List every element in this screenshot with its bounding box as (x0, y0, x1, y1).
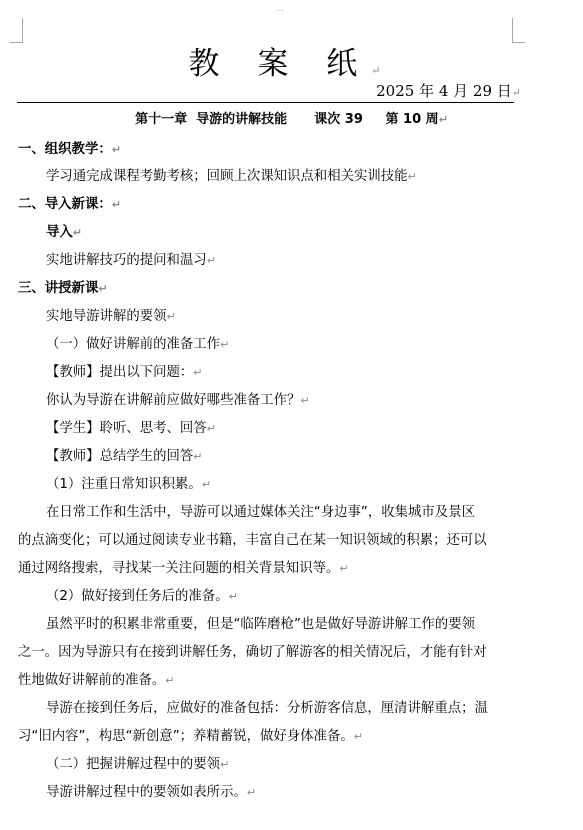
date-text: 2025 年 4 月 29 日 (376, 82, 512, 100)
paragraph-mark: ↵ (166, 310, 176, 323)
paragraph-mark: ↵ (72, 226, 82, 239)
paragraph-mark: ↵ (111, 198, 121, 211)
paragraph-mark: ↵ (438, 113, 448, 126)
body-line (46, 165, 546, 184)
body-line (18, 641, 518, 660)
body-line (18, 557, 518, 576)
chapter-text: 第十一章 导游的讲解技能 课次 39 第 10 周 (135, 112, 439, 127)
paragraph-mark: ↵ (165, 674, 175, 687)
paragraph-mark: ↵ (220, 338, 230, 351)
line-text: （一）做好讲解前的准备工作 (46, 337, 221, 352)
body-line (46, 585, 546, 604)
paragraph-mark: ↵ (206, 422, 216, 435)
line-text: 导游在接到任务后，应做好的准备包括：分析游客信息，厘清讲解重点；温 (46, 701, 488, 716)
body-line (18, 725, 518, 744)
line-text: 之一。因为导游只有在接到讲解任务，确切了解游客的相关情况后，才能有针对 (18, 645, 487, 660)
body-line (18, 529, 518, 548)
paragraph-mark: ↵ (300, 394, 310, 407)
body-line (46, 501, 546, 520)
paragraph-mark: ↵ (246, 786, 257, 799)
line-text: 导游讲解过程中的要领如表所示。 (46, 785, 247, 800)
header-mark: … (276, 4, 284, 13)
line-text: （2）做好接到任务后的准备。 (46, 589, 229, 604)
line-text: 你认为导游在讲解前应做好哪些准备工作？ (46, 393, 301, 408)
line-text: （二）把握讲解过程中的要领 (46, 757, 221, 772)
body-line (46, 221, 546, 240)
body-line (46, 781, 546, 800)
body-line (46, 753, 546, 772)
line-text: （1）注重日常知识积累。 (46, 477, 202, 492)
line-text: 的点滴变化；可以通过阅读专业书籍，丰富自己在某一知识领域的积累；还可以 (18, 533, 487, 548)
lesson-date (376, 80, 521, 101)
line-text: 三、讲授新课 (18, 281, 99, 296)
paragraph-mark: ↵ (511, 86, 521, 99)
body-line (46, 333, 546, 352)
paragraph-mark: ↵ (407, 170, 417, 183)
line-text: 【学生】聆听、思考、回答 (46, 421, 207, 436)
paragraph-mark: ↵ (220, 758, 230, 771)
chapter-line (0, 108, 583, 127)
header-rule (17, 102, 514, 103)
body-line (46, 361, 546, 380)
line-text: 导入 (46, 225, 73, 240)
body-line (46, 445, 546, 464)
line-text: 一、组织教学： (18, 142, 112, 157)
line-text: 学习通完成课程考勤考核；回顾上次课知识点和相关实训技能 (46, 169, 408, 184)
line-text: 实地导游讲解的要领 (46, 309, 167, 324)
paragraph-mark: ↵ (193, 450, 203, 463)
body-line (46, 473, 546, 492)
line-text: 虽然平时的积累非常重要，但是“临阵磨枪”也是做好导游讲解工作的要领 (46, 617, 475, 632)
line-text: 实地讲解技巧的提问和温习 (46, 253, 207, 268)
body-line (18, 669, 518, 688)
paragraph-mark: ↵ (98, 282, 108, 295)
paragraph-mark: ↵ (228, 590, 238, 603)
body-line (46, 389, 546, 408)
body-line (18, 277, 518, 296)
line-text: 【教师】提出以下问题： (46, 365, 194, 380)
title-text: 教 案 纸 (188, 46, 372, 82)
line-text: 二、导入新课： (18, 197, 112, 212)
body-line (46, 249, 546, 268)
body-line (46, 697, 546, 716)
body-line (46, 305, 546, 324)
page-title (0, 38, 583, 83)
body-line (46, 417, 546, 436)
paragraph-mark: ↵ (111, 143, 121, 156)
body-line (18, 193, 518, 212)
paragraph-mark: ↵ (339, 562, 349, 575)
paragraph-mark: ↵ (193, 366, 203, 379)
line-text: 性地做好讲解前的准备。 (18, 673, 166, 688)
line-text: 习“旧内容”，构思“新创意”；养精蓄锐，做好身体准备。 (18, 729, 354, 744)
paragraph-mark: ↵ (201, 478, 212, 491)
line-text: 在日常工作和生活中，导游可以通过媒体关注“身边事”，收集城市及景区 (46, 505, 475, 520)
line-text: 通过网络搜索，寻找某一关注问题的相关背景知识等。 (18, 561, 340, 576)
body-line (18, 138, 518, 157)
paragraph-mark: ↵ (371, 64, 395, 77)
line-text: 【教师】总结学生的回答 (46, 449, 194, 464)
paragraph-mark: ↵ (353, 730, 363, 743)
paragraph-mark: ↵ (206, 254, 216, 267)
body-line (46, 613, 546, 632)
